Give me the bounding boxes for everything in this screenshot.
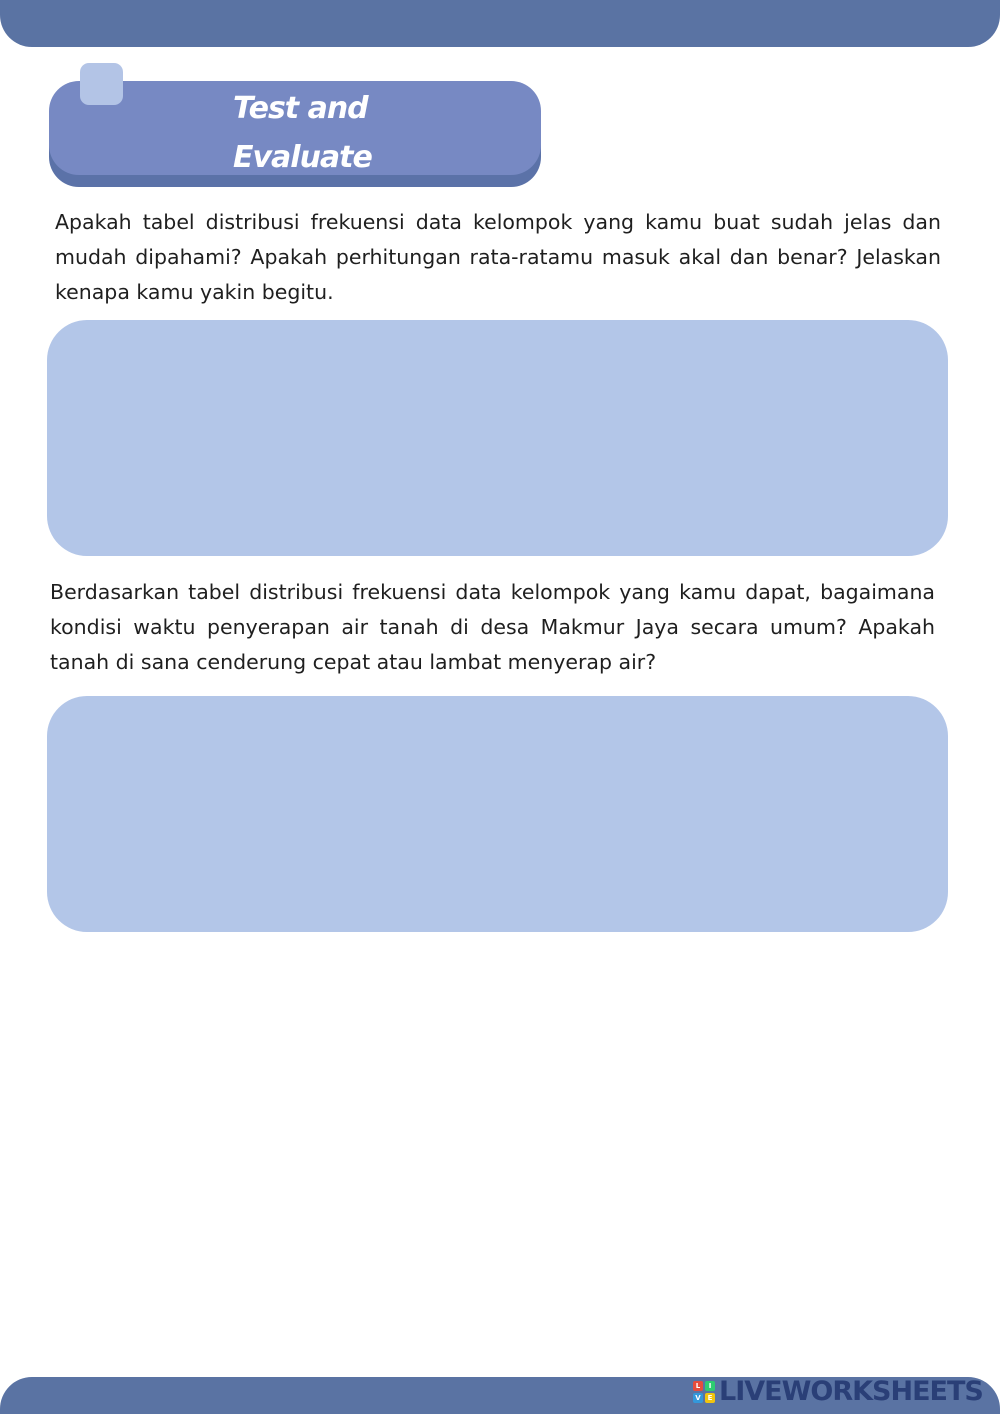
top-header-bar (0, 0, 1000, 47)
liveworksheets-logo-icon (693, 1381, 715, 1403)
answer-box-1[interactable] (47, 320, 948, 556)
logo-letter-i: I (705, 1381, 715, 1391)
logo-letter-v: V (693, 1393, 703, 1403)
title-tab-square (80, 63, 123, 105)
logo-letter-e: E (705, 1393, 715, 1403)
liveworksheets-logo-text: LIVEWORKSHEETS (719, 1376, 983, 1407)
section-title-line-1: Test and (233, 91, 368, 126)
section-title-line-2: Evaluate (233, 140, 372, 175)
section-title (233, 84, 533, 182)
question-1-text: Apakah tabel distribusi frekuensi data kelompok yang kamu buat sudah jelas dan mudah dipahami? Apakah perhitungan rata-ratamu masuk akal dan benar? Jelaskan kenapa kamu yakin begitu. (55, 210, 941, 304)
liveworksheets-logo[interactable] (693, 1377, 983, 1406)
answer-box-2[interactable] (47, 696, 948, 932)
logo-letter-l: L (693, 1381, 703, 1391)
question-2-text: Berdasarkan tabel distribusi frekuensi data kelompok yang kamu dapat, bagaimana kondisi waktu penyerapan air tanah di desa Makmur Jaya secara umum? Apakah tanah di sana cenderung cepat atau lambat menyerap air? (50, 580, 935, 674)
